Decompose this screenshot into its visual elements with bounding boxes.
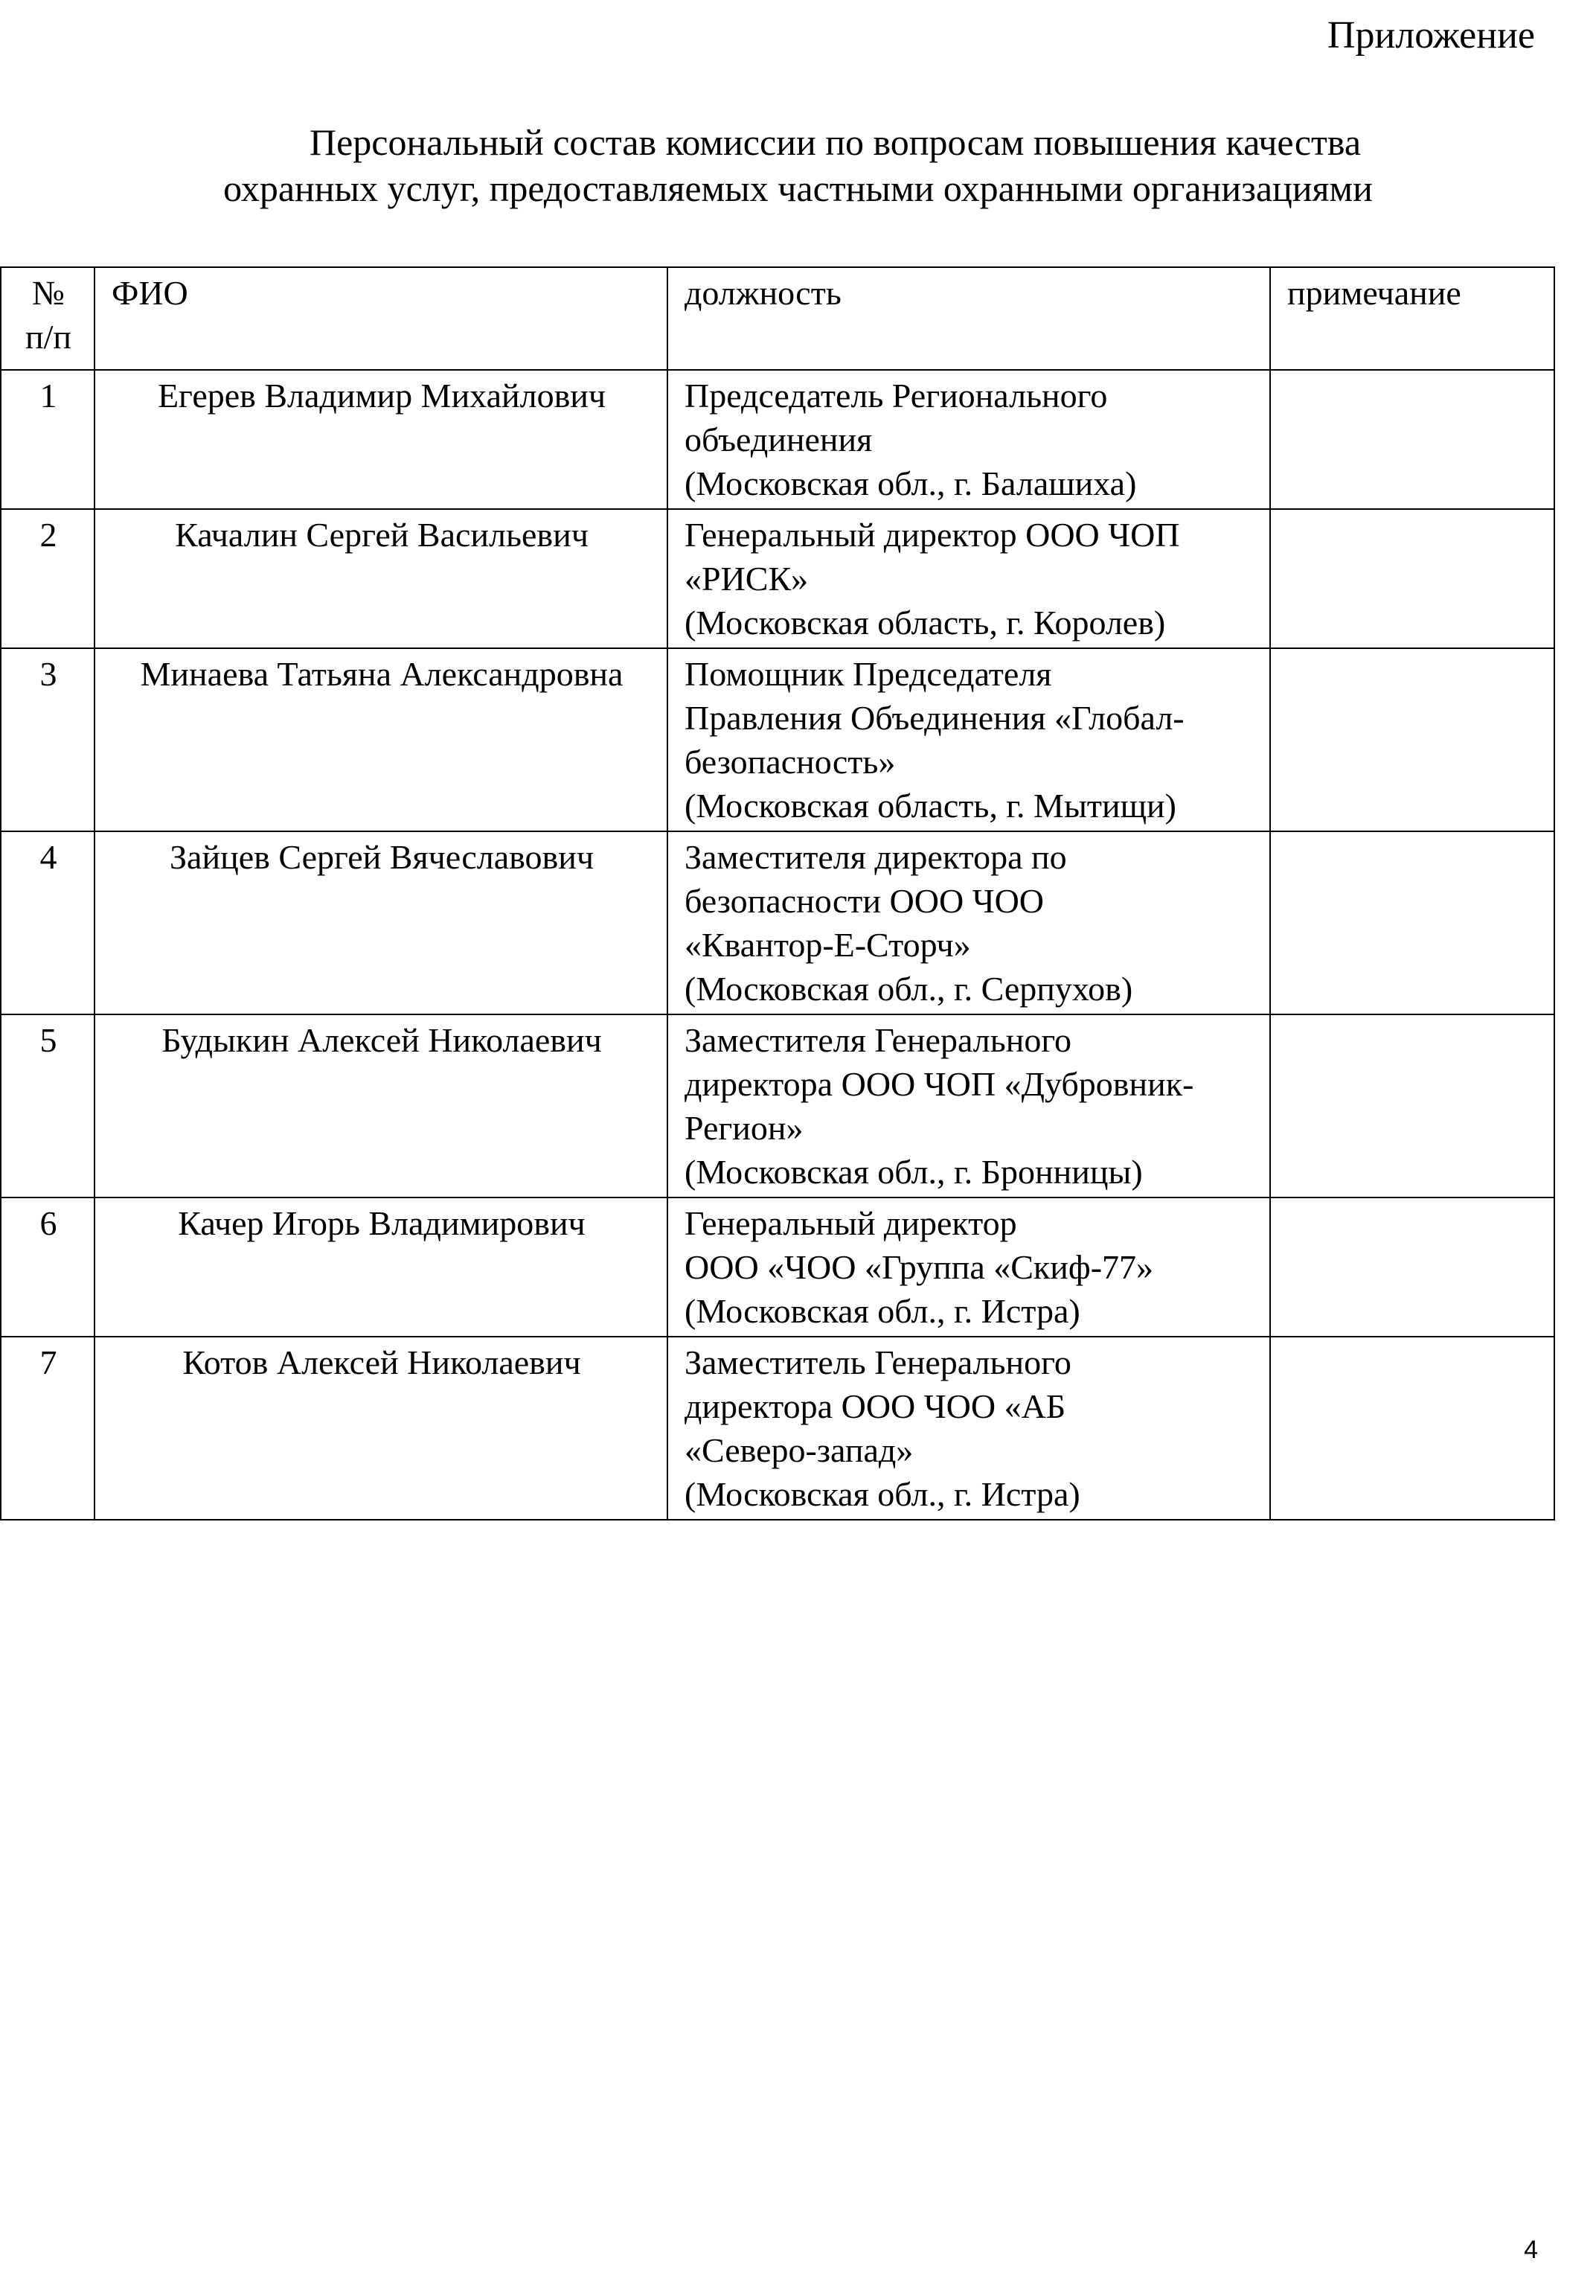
table-row (1, 1337, 1554, 1520)
position-line: ООО «ЧОО «Группа «Скиф-77» (685, 1248, 1154, 1286)
document-title (45, 119, 1551, 211)
position-line: Заместителя Генерального (685, 1021, 1072, 1059)
table-row (1, 370, 1554, 509)
member-note (1270, 1197, 1554, 1337)
position-line: (Московская область, г. Мытищи) (685, 787, 1176, 825)
position-line: Помощник Председателя (685, 655, 1052, 693)
appendix-label: Приложение (1327, 14, 1535, 57)
position-line: (Московская обл., г. Истра) (685, 1475, 1080, 1513)
member-name: Зайцев Сергей Вячеславович (94, 831, 667, 1014)
position-line: (Московская обл., г. Истра) (685, 1292, 1080, 1330)
position-line: безопасности ООО ЧОО (685, 882, 1045, 920)
column-header-fio: ФИО (94, 267, 667, 370)
table-header-row (1, 267, 1554, 370)
position-line: (Московская обл., г. Балашиха) (685, 464, 1137, 502)
member-note (1270, 370, 1554, 509)
member-name: Будыкин Алексей Николаевич (94, 1014, 667, 1197)
row-number: 5 (1, 1014, 94, 1197)
member-note (1270, 831, 1554, 1014)
member-note (1270, 1014, 1554, 1197)
page-number: 4 (1524, 2236, 1538, 2264)
column-header-position: должность (667, 267, 1270, 370)
position-line: «РИСК» (685, 560, 809, 598)
member-position (667, 509, 1270, 648)
position-line: безопасность» (685, 743, 896, 781)
commission-members-table (0, 266, 1555, 1520)
column-header-number-sign: № (32, 274, 65, 312)
position-line: директора ООО ЧОП «Дубровник- (685, 1065, 1194, 1103)
member-note (1270, 509, 1554, 648)
member-position (667, 1197, 1270, 1337)
table-row (1, 1197, 1554, 1337)
position-line: Генеральный директор (685, 1204, 1017, 1242)
position-line: (Московская область, г. Королев) (685, 604, 1166, 642)
position-line: Заместителя директора по (685, 838, 1067, 876)
position-line: (Московская обл., г. Бронницы) (685, 1153, 1143, 1191)
member-position (667, 370, 1270, 509)
member-position (667, 831, 1270, 1014)
position-line: «Квантор-Е-Сторч» (685, 926, 971, 964)
document-title-line-2: охранных услуг, предоставляемых частными охранными организациями (223, 167, 1373, 209)
row-number: 7 (1, 1337, 94, 1520)
row-number: 2 (1, 509, 94, 648)
column-header-number-abbr: п/п (25, 318, 71, 356)
column-header-note: примечание (1270, 267, 1554, 370)
member-name: Котов Алексей Николаевич (94, 1337, 667, 1520)
member-position (667, 1014, 1270, 1197)
table-row (1, 1014, 1554, 1197)
position-line: директора ООО ЧОО «АБ (685, 1387, 1066, 1425)
position-line: Председатель Регионального (685, 377, 1108, 415)
row-number: 3 (1, 648, 94, 831)
member-name: Минаева Татьяна Александровна (94, 648, 667, 831)
position-line: «Северо-запад» (685, 1431, 914, 1469)
member-position (667, 648, 1270, 831)
position-line: (Московская обл., г. Серпухов) (685, 970, 1133, 1008)
document-title-line-1: Персональный состав комиссии по вопросам повышения качества (309, 121, 1362, 163)
member-note (1270, 1337, 1554, 1520)
row-number: 6 (1, 1197, 94, 1337)
member-name: Егерев Владимир Михайлович (94, 370, 667, 509)
member-note (1270, 648, 1554, 831)
table-row (1, 648, 1554, 831)
member-position (667, 1337, 1270, 1520)
position-line: Регион» (685, 1109, 804, 1147)
member-name: Качер Игорь Владимирович (94, 1197, 667, 1337)
table-row (1, 509, 1554, 648)
position-line: Заместитель Генерального (685, 1343, 1071, 1381)
position-line: Правления Объединения «Глобал- (685, 699, 1185, 737)
row-number: 4 (1, 831, 94, 1014)
member-name: Качалин Сергей Васильевич (94, 509, 667, 648)
position-line: объединения (685, 420, 873, 458)
row-number: 1 (1, 370, 94, 509)
table-row (1, 831, 1554, 1014)
position-line: Генеральный директор ООО ЧОП (685, 516, 1180, 554)
column-header-number (1, 267, 94, 370)
